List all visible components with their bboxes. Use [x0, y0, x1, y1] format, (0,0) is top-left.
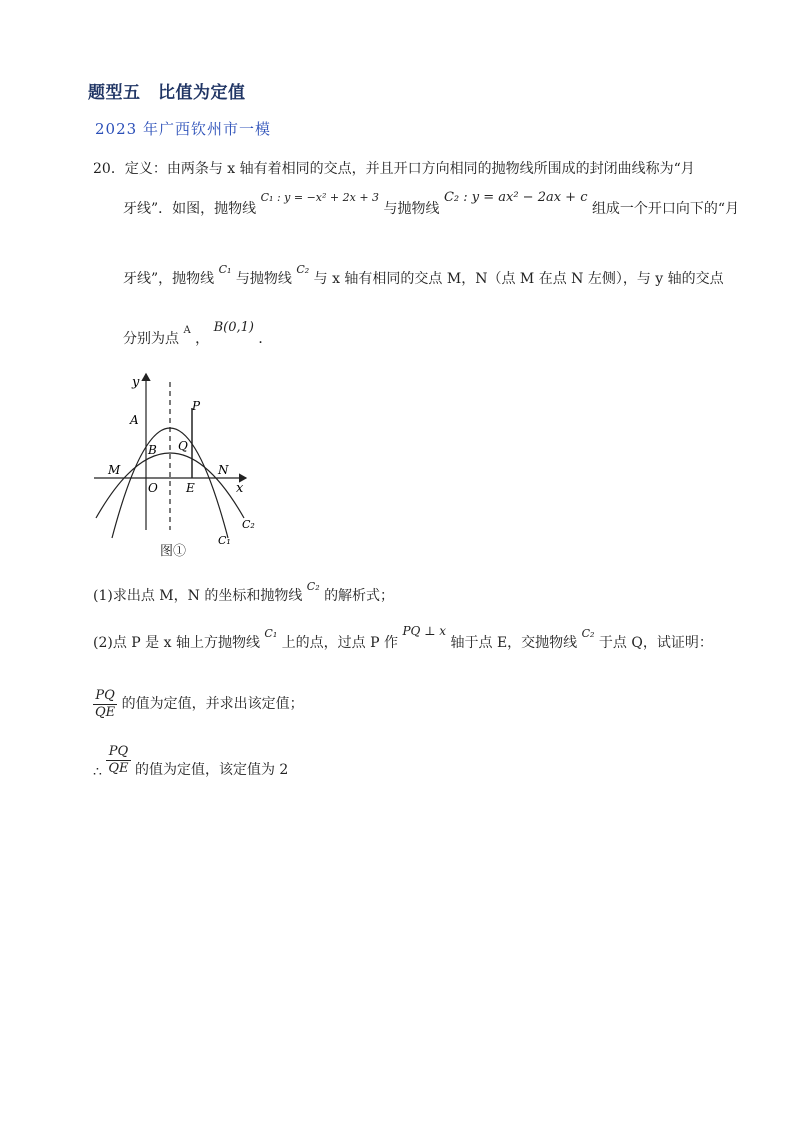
fraction-numerator: PQ: [106, 744, 130, 761]
c2-label: C₂: [306, 580, 320, 593]
therefore-symbol: ∴: [93, 764, 102, 781]
c1-label: C₁: [218, 263, 232, 276]
label-c1: C₁: [218, 534, 231, 547]
text: ，: [195, 331, 210, 347]
part-2: [93, 624, 713, 652]
point-b: B(0,1): [213, 320, 254, 335]
label-c2: C₂: [242, 518, 255, 531]
ratio-fraction: [93, 688, 117, 720]
exam-source: 2023 年广西钦州市一模: [95, 120, 271, 138]
perp-expression: PQ ⊥ x: [402, 624, 447, 638]
fraction-denominator: QE: [108, 760, 129, 776]
text: 的解析式；: [324, 588, 395, 604]
figure-caption: 图①: [160, 544, 187, 559]
problem-line-4: [123, 320, 273, 348]
label-x: x: [236, 481, 244, 496]
part-2-ratio: [93, 688, 304, 720]
conclusion: [93, 744, 289, 781]
text: 与抛物线: [235, 271, 292, 287]
text: 分别为点: [123, 331, 179, 347]
text: 牙线”．如图，抛物线: [123, 201, 257, 217]
c1-label: C₁: [264, 627, 278, 640]
point-a: A: [183, 325, 191, 336]
text: 组成一个开口向下的“月: [591, 201, 740, 217]
ratio-fraction: [106, 744, 130, 776]
text: 于点 Q，试证明：: [598, 635, 713, 651]
c1-equation: C₁ : y = −x² + 2x + 3: [260, 191, 380, 204]
fraction-denominator: QE: [95, 704, 116, 720]
text: 与 x 轴有相同的交点 M，N（点 M 在点 N 左侧），与 y 轴的交点: [313, 271, 724, 287]
fraction-numerator: PQ: [93, 688, 117, 705]
text: 的值为定值，并求出该定值；: [121, 696, 304, 713]
text: 上的点，过点 P 作: [281, 635, 399, 651]
label-m: M: [108, 463, 121, 477]
text: 牙线”，抛物线: [123, 271, 215, 287]
label-o: O: [148, 481, 158, 495]
part-1: [93, 580, 395, 605]
problem-line-3: [123, 263, 724, 288]
problem-line-1: 20．定义：由两条与 x 轴有着相同的交点，并且开口方向相同的抛物线所围成的封闭曲线称为“月: [93, 161, 695, 177]
problem-line-2: [123, 190, 740, 218]
label-n: N: [218, 463, 229, 477]
section-title: 题型五 比值为定值: [88, 83, 246, 103]
label-a: A: [130, 413, 139, 427]
c2-equation: C₂ : y = ax² − 2ax + c: [443, 190, 588, 205]
text: 轴于点 E，交抛物线: [450, 635, 578, 651]
text: 与抛物线: [383, 201, 440, 217]
label-y: y: [132, 375, 140, 390]
label-b: B: [148, 443, 157, 457]
text: (2)点 P 是 x 轴上方抛物线: [93, 635, 260, 651]
c2-label: C₂: [296, 263, 310, 276]
text: ．: [258, 331, 273, 347]
c2-label: C₂: [581, 627, 595, 640]
label-e: E: [186, 481, 195, 495]
label-q: Q: [178, 439, 188, 453]
parabola-figure: [90, 368, 270, 568]
label-p: P: [192, 399, 201, 413]
text: 的值为定值，该定值为 2: [134, 762, 289, 779]
text: (1)求出点 M，N 的坐标和抛物线: [93, 588, 303, 604]
